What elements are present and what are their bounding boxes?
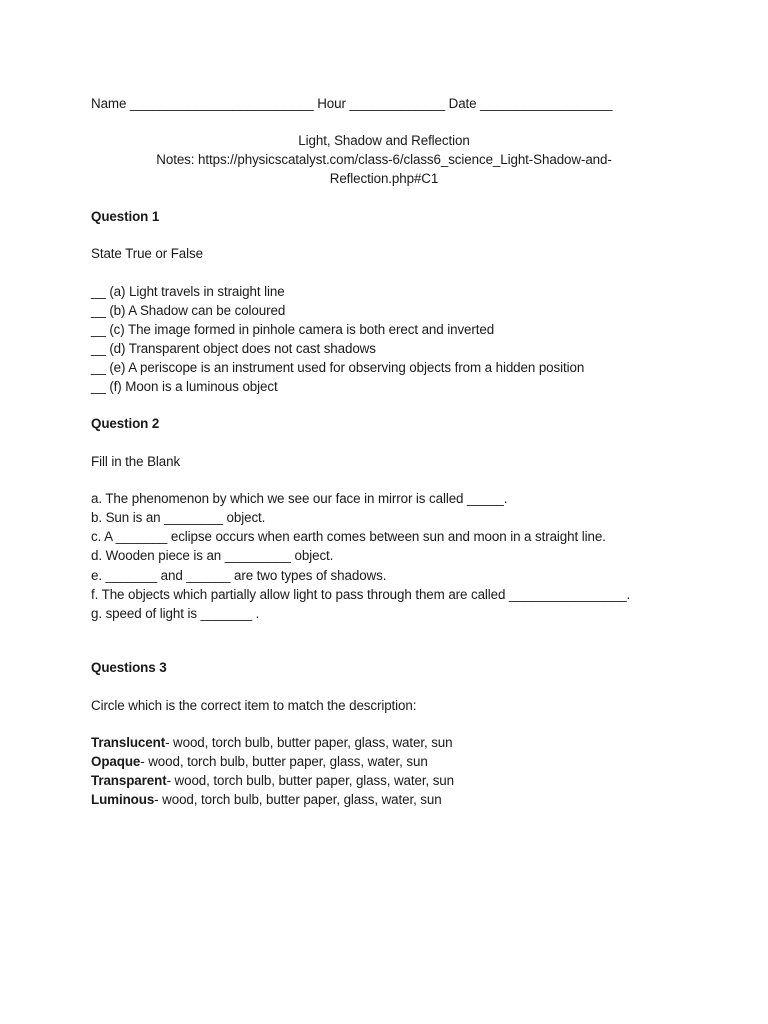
name-hour-date-line: Name _________________________ Hour _____________ Date __________________ bbox=[91, 96, 613, 111]
question-2-instruction: Fill in the Blank bbox=[91, 454, 181, 469]
question-1-instruction: State True or False bbox=[91, 246, 203, 261]
notes-link-line-1: Notes: https://physicscatalyst.com/class-6/class6_science_Light-Shadow-and- bbox=[156, 152, 612, 167]
match-item-opaque bbox=[91, 752, 428, 771]
match-term: Transparent bbox=[91, 773, 167, 788]
fill-blank-item: c. A _______ eclipse occurs when earth comes between sun and moon in a straight line. bbox=[91, 529, 606, 544]
match-term: Luminous bbox=[91, 792, 155, 807]
true-false-item: __ (a) Light travels in straight line bbox=[91, 284, 285, 299]
match-options: - wood, torch bulb, butter paper, glass, water, sun bbox=[140, 754, 428, 769]
match-term: Opaque bbox=[91, 754, 141, 769]
match-item-luminous bbox=[91, 790, 442, 809]
fill-blank-item: b. Sun is an ________ object. bbox=[91, 510, 266, 525]
match-options: - wood, torch bulb, butter paper, glass, water, sun bbox=[154, 792, 442, 807]
match-term: Translucent bbox=[91, 735, 166, 750]
question-2-heading: Question 2 bbox=[91, 416, 160, 431]
true-false-item: __ (c) The image formed in pinhole camera is both erect and inverted bbox=[91, 322, 495, 337]
question-1-heading: Question 1 bbox=[91, 209, 160, 224]
true-false-item: __ (f) Moon is a luminous object bbox=[91, 379, 278, 394]
fill-blank-item: a. The phenomenon by which we see our face in mirror is called _____. bbox=[91, 491, 508, 506]
match-item-transparent bbox=[91, 771, 454, 790]
fill-blank-item: d. Wooden piece is an _________ object. bbox=[91, 548, 334, 563]
match-options: - wood, torch bulb, butter paper, glass, water, sun bbox=[165, 735, 453, 750]
true-false-item: __ (e) A periscope is an instrument used for observing objects from a hidden position bbox=[91, 360, 585, 375]
true-false-item: __ (d) Transparent object does not cast shadows bbox=[91, 341, 376, 356]
question-3-instruction: Circle which is the correct item to match the description: bbox=[91, 698, 417, 713]
question-3-heading: Questions 3 bbox=[91, 660, 167, 675]
fill-blank-item: g. speed of light is _______ . bbox=[91, 606, 260, 621]
true-false-item: __ (b) A Shadow can be coloured bbox=[91, 303, 286, 318]
fill-blank-item: f. The objects which partially allow light to pass through them are called ________________. bbox=[91, 587, 631, 602]
fill-blank-item: e. _______ and ______ are two types of shadows. bbox=[91, 568, 387, 583]
match-item-translucent bbox=[91, 733, 453, 752]
worksheet-title: Light, Shadow and Reflection bbox=[298, 133, 470, 148]
match-options: - wood, torch bulb, butter paper, glass, water, sun bbox=[166, 773, 454, 788]
notes-link-line-2: Reflection.php#C1 bbox=[329, 171, 439, 186]
